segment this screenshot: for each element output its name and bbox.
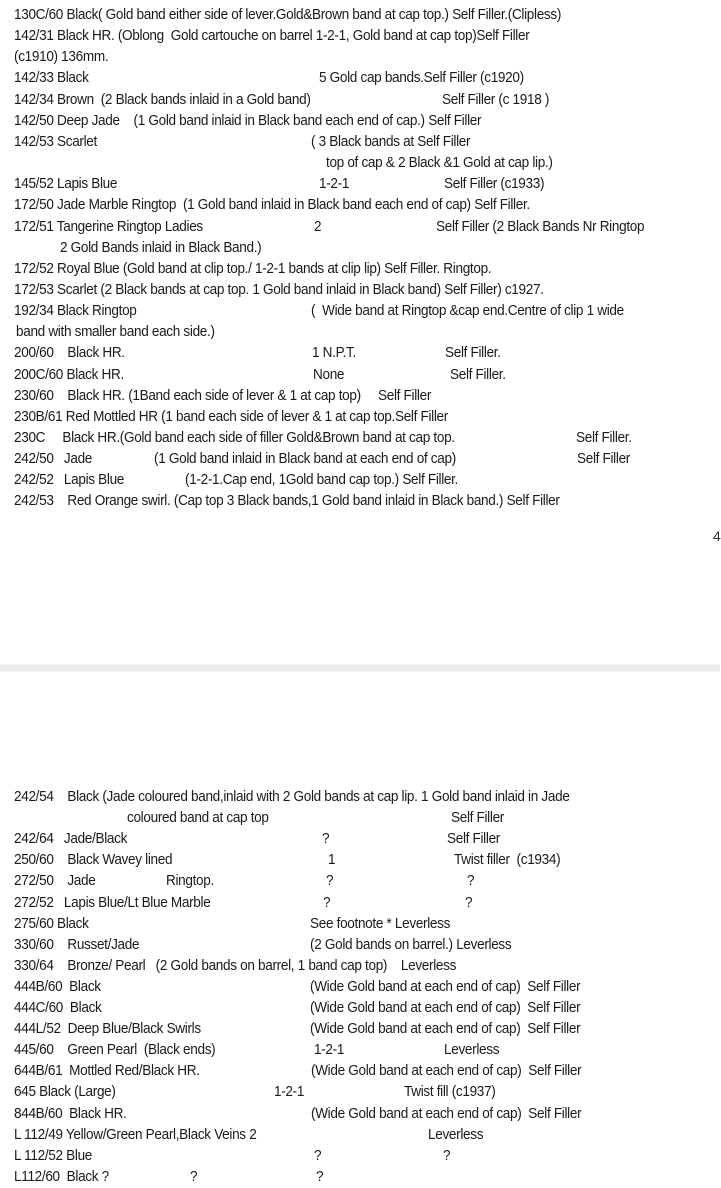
text-line — [0, 1167, 720, 1188]
text-line — [0, 871, 720, 892]
line-text: top of cap & 2 Black &1 Gold at cap lip.) — [326, 155, 553, 172]
line-text: 250/60 Black Wavey lined — [14, 852, 173, 869]
text-line — [0, 956, 720, 977]
text-line — [0, 808, 720, 829]
text-line — [0, 365, 720, 386]
line-text: 272/50 Jade — [14, 873, 96, 890]
line-column-text: 1 — [328, 852, 336, 869]
line-column-text: (Wide Gold band at each end of cap) Self Filler — [310, 1000, 581, 1016]
text-line — [0, 280, 720, 301]
line-text: 242/64 Jade/Black — [14, 831, 128, 848]
line-column-text: Self Filler (c1933) — [444, 176, 545, 193]
page-edge-number: 4 — [713, 528, 721, 544]
line-text: 2 Gold Bands inlaid in Black Band.) — [60, 239, 262, 256]
line-column-text: (Wide Gold band at each end of cap) Self Filler — [311, 1063, 582, 1080]
text-line — [0, 787, 720, 808]
text-line — [0, 322, 720, 343]
text-line — [0, 301, 720, 322]
line-column-text: 1-2-1 — [274, 1084, 305, 1101]
line-text: 275/60 Black — [14, 915, 89, 932]
line-column-text: (1 Gold band inlaid in Black band at each end of cap) — [154, 451, 456, 468]
text-line — [0, 1104, 720, 1125]
line-text: 142/53 Scarlet — [14, 133, 97, 150]
line-column-text: 5 Gold cap bands.Self Filler (c1920) — [319, 70, 524, 87]
line-text: 142/50 Deep Jade (1 Gold band inlaid in Black band each end of cap.) Self Filler — [14, 112, 482, 129]
text-line — [0, 26, 720, 47]
line-text: band with smaller band each side.) — [16, 324, 215, 341]
line-column-text: ? — [314, 1147, 322, 1164]
line-column-text: ? — [322, 831, 330, 848]
line-column-text: (2 Gold bands on barrel.) Leverless — [310, 936, 512, 953]
text-line — [0, 68, 720, 89]
line-column-text: ( 3 Black bands at Self Filler — [311, 133, 471, 150]
line-text: 142/33 Black — [14, 70, 89, 87]
line-column-text: None — [313, 366, 345, 383]
text-line — [0, 1146, 720, 1167]
text-line — [0, 195, 720, 216]
text-line — [0, 5, 720, 26]
line-text: 242/53 Red Orange swirl. (Cap top 3 Black bands,1 Gold band inlaid in Black band.) Self Filler — [14, 493, 560, 510]
line-column-text: Self Filler — [447, 831, 500, 848]
line-text: 242/54 Black (Jade coloured band,inlaid with 2 Gold bands at cap lip. 1 Gold band inlaid in Jade — [14, 789, 570, 805]
line-column-text: ? — [443, 1147, 451, 1164]
text-line — [0, 343, 720, 364]
line-column-text: Leverless — [444, 1042, 500, 1059]
line-text: 645 Black (Large) — [14, 1084, 116, 1101]
text-line — [0, 914, 720, 935]
text-line — [0, 174, 720, 195]
text-line — [0, 935, 720, 956]
text-line — [0, 977, 720, 998]
text-line — [0, 386, 720, 407]
text-line — [0, 217, 720, 238]
text-line — [0, 850, 720, 871]
line-text: 330/64 Bronze/ Pearl (2 Gold bands on barrel, 1 band cap top) Leverless — [14, 957, 457, 974]
text-line — [0, 449, 720, 470]
line-text: 230B/61 Red Mottled HR (1 band each side of lever & 1 at cap top.Self Filler — [14, 408, 448, 425]
line-column-text: (1-2-1.Cap end, 1Gold band cap top.) Self Filler. — [185, 472, 458, 489]
line-text: L 112/49 Yellow/Green Pearl,Black Veins 2 — [14, 1126, 257, 1143]
text-line — [0, 1040, 720, 1061]
line-column-text: Self Filler (2 Black Bands Nr Ringtop — [436, 218, 645, 235]
line-column-text: ? — [326, 873, 334, 890]
line-column-text: ? — [316, 1168, 324, 1185]
line-text: 192/34 Black Ringtop — [14, 303, 137, 320]
line-text: coloured band at cap top — [127, 810, 269, 827]
line-text: 330/60 Russet/Jade — [14, 936, 140, 953]
text-line — [0, 1019, 720, 1040]
line-text: 242/52 Lapis Blue — [14, 472, 125, 489]
line-column-text: ? — [467, 873, 475, 890]
line-column-text: 1-2-1 — [314, 1042, 345, 1059]
line-text: 130C/60 Black( Gold band either side of lever.Gold&Brown band at cap top.) Self Filler.(Clipless) — [14, 7, 562, 23]
text-line — [0, 238, 720, 259]
line-column-text: (Wide Gold band at each end of cap) Self Filler — [310, 978, 581, 995]
text-line — [0, 829, 720, 850]
line-text: 172/50 Jade Marble Ringtop (1 Gold band inlaid in Black band each end of cap) Self Filler. — [14, 197, 530, 214]
line-column-text: (Wide Gold band at each end of cap) Self Filler — [311, 1105, 582, 1122]
text-line — [0, 153, 720, 174]
line-column-text: 2 — [314, 218, 322, 235]
line-column-text: Self Filler — [577, 451, 630, 468]
line-column-text: Self Filler (c 1918 ) — [442, 91, 550, 108]
text-line — [0, 893, 720, 914]
text-line — [0, 998, 720, 1019]
line-column-text: See footnote * Leverless — [310, 915, 451, 932]
text-line — [0, 428, 720, 449]
line-text: 444C/60 Black — [14, 1000, 102, 1016]
line-text: 172/51 Tangerine Ringtop Ladies — [14, 218, 203, 235]
text-line — [0, 111, 720, 132]
text-line — [0, 90, 720, 111]
line-column-text: 1 N.P.T. — [312, 345, 356, 362]
line-column-text: ? — [190, 1168, 198, 1185]
line-text: 444B/60 Black — [14, 978, 101, 995]
line-column-text: Self Filler. — [450, 366, 506, 383]
line-column-text: ? — [323, 894, 331, 911]
line-text: 230C Black HR.(Gold band each side of filler Gold&Brown band at cap top. — [14, 430, 455, 446]
text-line — [0, 491, 720, 512]
line-text: (c1910) 136mm. — [14, 49, 109, 66]
line-text: 200/60 Black HR. — [14, 345, 125, 362]
page-separator — [0, 664, 720, 672]
line-text: 444L/52 Deep Blue/Black Swirls — [14, 1021, 201, 1038]
line-column-text: Self Filler. — [445, 345, 501, 362]
line-column-text: 1-2-1 — [319, 176, 350, 193]
line-text: 844B/60 Black HR. — [14, 1105, 127, 1122]
line-column-text: Twist filler (c1934) — [454, 852, 561, 869]
line-column-text: (Wide Gold band at each end of cap) Self Filler — [310, 1021, 581, 1038]
line-column-text: Self Filler. — [576, 430, 632, 446]
line-text: 242/50 Jade — [14, 451, 93, 468]
line-text: 272/52 Lapis Blue/Lt Blue Marble — [14, 894, 211, 911]
text-line — [0, 132, 720, 153]
document-page-2 — [0, 672, 720, 1187]
line-column-text: ( Wide band at Ringtop &cap end.Centre of clip 1 wide — [311, 303, 624, 320]
line-text: L112/60 Black ? — [14, 1168, 109, 1185]
text-line — [0, 1082, 720, 1103]
line-text: 172/53 Scarlet (2 Black bands at cap top. 1 Gold band inlaid in Black band) Self Filler) c1927. — [14, 281, 544, 298]
text-line — [0, 1125, 720, 1146]
line-text: L 112/52 Blue — [14, 1147, 93, 1164]
text-line — [0, 259, 720, 280]
line-text: 230/60 Black HR. (1Band each side of lever & 1 at cap top) Self Filler — [14, 387, 432, 404]
line-column-text: Twist fill (c1937) — [404, 1084, 496, 1101]
line-column-text: Leverless — [428, 1126, 484, 1143]
line-column-text: Ringtop. — [166, 873, 214, 890]
text-line — [0, 1061, 720, 1082]
line-text: 142/31 Black HR. (Oblong Gold cartouche on barrel 1-2-1, Gold band at cap top)Self Filler — [14, 28, 530, 45]
line-column-text: Self Filler — [451, 810, 504, 827]
line-text: 445/60 Green Pearl (Black ends) — [14, 1042, 216, 1059]
text-line — [0, 47, 720, 68]
line-column-text: ? — [465, 894, 473, 911]
line-text: 644B/61 Mottled Red/Black HR. — [14, 1063, 200, 1080]
line-text: 200C/60 Black HR. — [14, 366, 124, 383]
text-line — [0, 407, 720, 428]
line-text: 142/34 Brown (2 Black bands inlaid in a Gold band) — [14, 91, 311, 108]
text-line — [0, 470, 720, 491]
line-text: 172/52 Royal Blue (Gold band at clip top./ 1-2-1 bands at clip lip) Self Filler. Ringtop. — [14, 260, 492, 277]
line-text: 145/52 Lapis Blue — [14, 176, 118, 193]
